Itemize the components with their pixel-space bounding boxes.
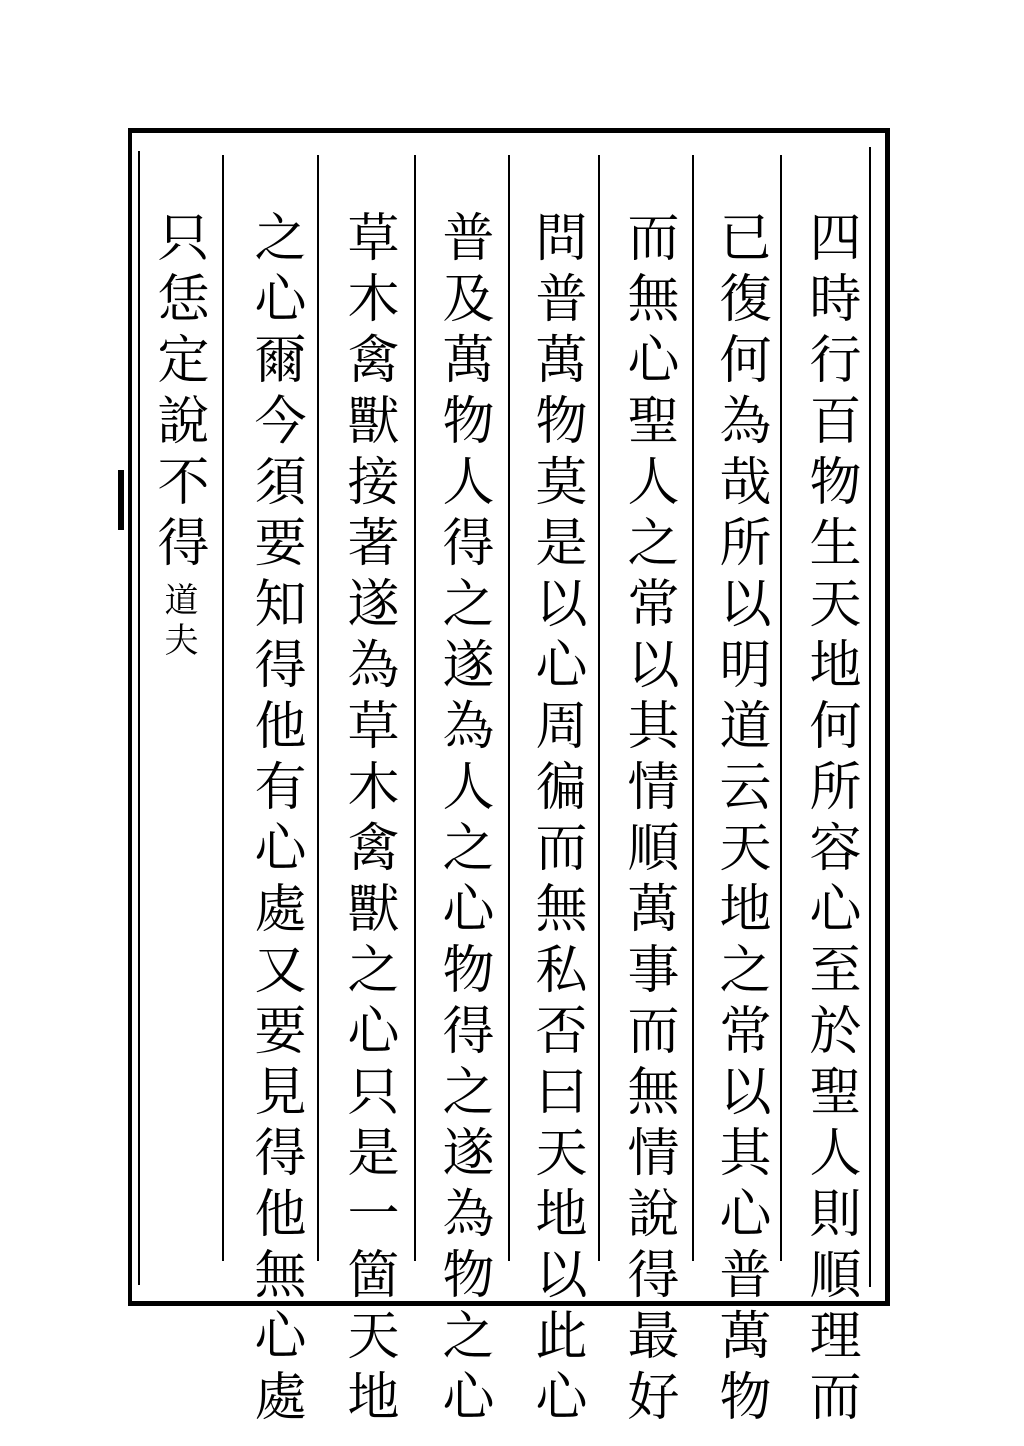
text-column-5 [428, 210, 498, 1430]
attribution-note: 道夫 [158, 582, 198, 662]
column-rule [508, 155, 510, 1261]
text-column-1 [795, 210, 865, 1430]
frame-inner-rule [138, 151, 140, 1285]
text-column-8 [143, 210, 213, 662]
text-column-2 [705, 210, 775, 1430]
column-rule [780, 155, 782, 1261]
column-text: 四時行百物生天地何所容心至於聖人則順理而 [800, 210, 860, 1430]
text-column-7 [240, 210, 310, 1430]
column-rule [692, 155, 694, 1261]
column-rule [598, 155, 600, 1261]
column-text: 問普萬物莫是以心周徧而無私否曰天地以此心 [526, 210, 586, 1430]
text-column-6 [333, 210, 403, 1430]
column-rule [414, 155, 416, 1261]
column-text: 而無心聖人之常以其情順萬事而無情說得最好 [618, 210, 678, 1430]
column-text: 之心爾今須要知得他有心處又要見得他無心處 [245, 210, 305, 1430]
column-text: 普及萬物人得之遂為人之心物得之遂為物之心 [433, 210, 493, 1430]
margin-mark [118, 470, 124, 530]
column-text: 草木禽獸接著遂為草木禽獸之心只是一箇天地 [338, 210, 398, 1430]
column-text: 只恁定說不得 [148, 210, 208, 576]
column-rule [222, 155, 224, 1261]
text-column-4 [521, 210, 591, 1430]
column-rule [317, 155, 319, 1261]
frame-inner-rule-right [869, 147, 871, 1287]
text-column-3 [613, 210, 683, 1430]
column-text: 已復何為哉所以明道云天地之常以其心普萬物 [710, 210, 770, 1430]
